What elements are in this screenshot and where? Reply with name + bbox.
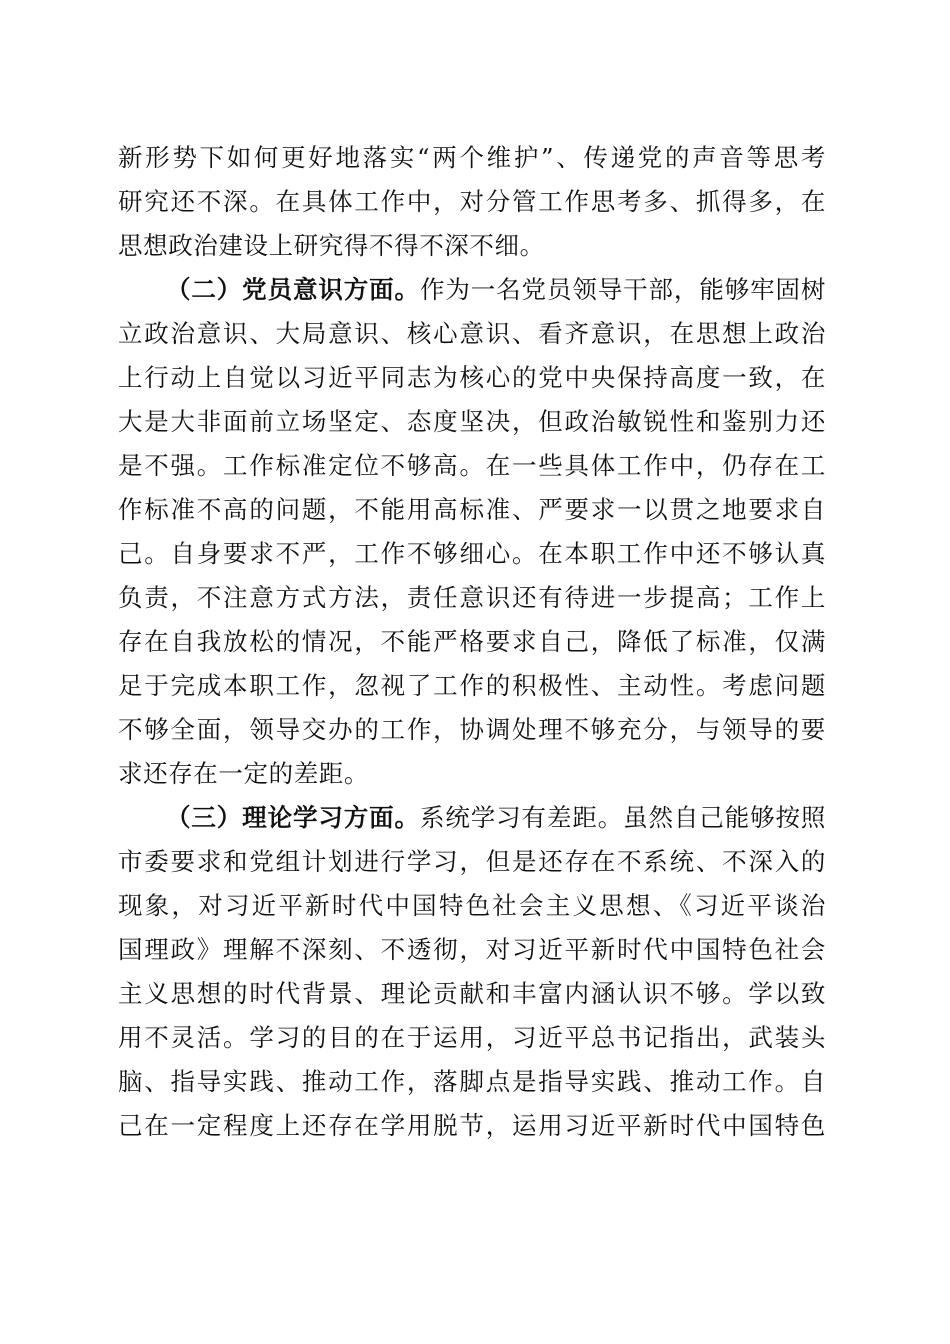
text-run: 系统学习有差距。虽然自己能够按照 xyxy=(419,803,827,832)
text-line: 足于完成本职工作，忽视了工作的积极性、主动性。考虑问题 xyxy=(118,671,826,700)
text-run: 作为一名党员领导干部，能够牢固树 xyxy=(419,275,827,304)
text-line: 主义思想的时代背景、理论贡献和丰富内涵认识不够。学以致 xyxy=(118,979,826,1008)
text-line: 新形势下如何更好地落实“两个维护”、传递党的声音等思考 xyxy=(118,143,826,172)
text-line: 立政治意识、大局意识、核心意识、看齐意识，在思想上政治 xyxy=(118,319,826,348)
paragraph-party-awareness xyxy=(118,268,826,796)
section-heading: （三）理论学习方面。 xyxy=(166,803,420,832)
text-line xyxy=(118,268,826,312)
text-line: 研究还不深。在具体工作中，对分管工作思考多、抓得多，在 xyxy=(118,187,826,216)
text-line: 上行动上自觉以习近平同志为核心的党中央保持高度一致，在 xyxy=(118,363,826,392)
text-line: 己在一定程度上还存在学用脱节，运用习近平新时代中国特色 xyxy=(118,1111,826,1140)
text-line: 不够全面，领导交办的工作，协调处理不够充分，与领导的要 xyxy=(118,715,826,744)
text-line: 求还存在一定的差距。 xyxy=(118,759,369,788)
section-heading: （二）党员意识方面。 xyxy=(166,275,420,304)
text-line: 负责，不注意方式方法，责任意识还有待进一步提高；工作上 xyxy=(118,583,826,612)
text-line: 国理政》理解不深刻、不透彻，对习近平新时代中国特色社会 xyxy=(118,935,826,964)
text-line: 作标准不高的问题，不能用高标准、严要求一以贯之地要求自 xyxy=(118,495,826,524)
text-line: 现象，对习近平新时代中国特色社会主义思想、《习近平谈治 xyxy=(118,891,826,920)
text-line: 脑、指导实践、推动工作，落脚点是指导实践、推动工作。自 xyxy=(118,1067,826,1096)
text-line: 用不灵活。学习的目的在于运用，习近平总书记指出，武装头 xyxy=(118,1023,826,1052)
text-line xyxy=(118,796,826,840)
document-page xyxy=(118,136,826,1148)
text-line: 己。自身要求不严，工作不够细心。在本职工作中还不够认真 xyxy=(118,539,826,568)
paragraph-continuation xyxy=(118,136,826,268)
text-line: 大是大非面前立场坚定、态度坚决，但政治敏锐性和鉴别力还 xyxy=(118,407,826,436)
text-line: 存在自我放松的情况，不能严格要求自己，降低了标准，仅满 xyxy=(118,627,826,656)
text-line: 市委要求和党组计划进行学习，但是还存在不系统、不深入的 xyxy=(118,847,826,876)
text-line: 思想政治建设上研究得不得不深不细。 xyxy=(118,231,545,260)
paragraph-theory-study xyxy=(118,796,826,1148)
text-line: 是不强。工作标准定位不够高。在一些具体工作中，仍存在工 xyxy=(118,451,826,480)
